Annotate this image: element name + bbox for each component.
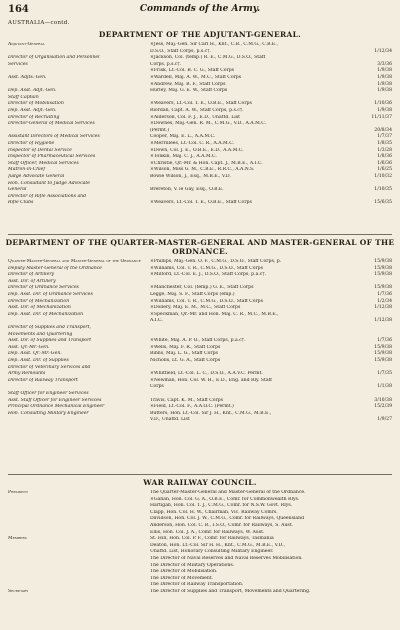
entry-row [8, 266, 392, 272]
officer-name: ⨯Milford, Lt.-Col. E. J., D.S.O., Staff Corps, p.a.c†. [150, 272, 267, 278]
appointment-label: Asst. Dir. of Artillery [8, 278, 56, 284]
appointment-label: Director of Hygiene [8, 141, 55, 146]
appointment-label: Director of Organisation and Personnel [8, 55, 100, 61]
appointment-date: 1/9/38 [377, 75, 392, 80]
appointment-date: 1/10/36 [374, 101, 392, 107]
officer-name: Davidson, Hon. Col. J. W., C.M.G., Comr. for Railways, Queensland [150, 516, 305, 522]
continued-heading: AUSTRALIA—contd. [8, 20, 70, 26]
officer-name: ⨯Andrew, Maj. B. F., Staff Corps [150, 81, 226, 87]
appointment-label: Hon. Consulting Military Engineer [8, 410, 89, 416]
officer-name: Unattd. List, Honorary Consulting Military Engineer. [150, 549, 274, 555]
entry-row [8, 345, 392, 351]
appointment-label: Asst. Dir. of Supplies and Transport [8, 338, 92, 344]
officer-name: Riordan, Capt. A. W., Staff Corps, p.s.c†. [150, 108, 244, 113]
officer-name: ⨯White, Maj. A. P. O., Staff Corps, p.a.c†. [150, 338, 246, 344]
officer-name: Bowie Wilson, J., Esq., M.B.E., V.D. [150, 174, 231, 179]
entry-row [8, 582, 392, 588]
entry-row [8, 285, 392, 291]
entry-row [8, 523, 392, 529]
appointment-date: 15/9/38 [374, 285, 392, 291]
appointment-label: Director of Railway Transport [8, 377, 78, 383]
officer-name: ⨯Christie, Qr.-Mr. & Hon. Capt. J., M.B.E., A.I.C. [150, 160, 263, 166]
officer-name: ⨯Phillips, Maj.-Gen. O. F., C.M.G., D.S.O., Staff Corps, p. [150, 259, 282, 264]
appointment-date: 1/7/36 [377, 292, 392, 297]
entry-row [8, 384, 392, 390]
entry-row [8, 167, 392, 173]
entry-row [8, 88, 392, 94]
entry-row [8, 272, 392, 278]
appointment-label: Hon. Consultant to Judge Advocate [8, 180, 90, 186]
appointment-date: 1/12/34 [374, 48, 392, 54]
entry-row [8, 556, 392, 562]
officer-name: ⨯Weavers, Lt.-Col. T. E., O.B.E., Staff Corps [150, 101, 252, 107]
officer-name: (Permt.) [150, 127, 170, 133]
appointment-label: Asst. Staff Officer for Engineer Services [8, 397, 102, 403]
officer-name: ⨯Williams, Col. T. R., C.M.G., D.S.O., Staff Corps [150, 265, 263, 271]
entry-row [8, 510, 392, 516]
officer-name: ⨯Speckman, Qr.-Mr. and Hon. Maj. C. R., M.C., M.B.E., [150, 311, 279, 317]
entry-row [8, 404, 392, 410]
officer-name: Deaton, Hon. Lt.-Col. Sir H. H., Knt., C.M.G., M.B.E., V.D., [150, 542, 286, 548]
appointment-label: Director of Artillery [8, 272, 55, 278]
appointment-date: 15/6/35 [374, 200, 392, 206]
entry-row [8, 108, 392, 114]
appointment-label: Director of Mechanization [8, 298, 70, 304]
appointment-label: Asst. Qr.-Mr.-Gen. [8, 344, 50, 350]
appointment-date: 1/2/34 [377, 298, 392, 304]
entry-row [8, 365, 392, 371]
appointment-label: Principal Ordnance Mechanical Engineer [8, 404, 105, 410]
entry-row [8, 497, 392, 503]
appointment-label: Director of Rifle Associations and [8, 193, 87, 199]
entry-row [8, 95, 392, 101]
entry-row [8, 391, 392, 397]
entry-row [8, 530, 392, 536]
officer-name: Ellis, Hon. Col. J. A., Comr. for Railways, W. Aust. [150, 529, 265, 535]
officer-name: V.D., Unattd. List [150, 417, 190, 423]
entry-row [8, 279, 392, 285]
appointment-label: Director of Mobilisation [8, 101, 64, 107]
officer-name: ⨯Whitfield, Lt.-Col. L. C., D.S.O., A.A.V.C. Permt. [150, 371, 263, 377]
appointment-date: 1/12/38 [374, 305, 392, 311]
section-title: DEPARTMENT OF THE ADJUTANT-GENERAL. [98, 30, 302, 39]
appointment-date: 3/10/38 [374, 397, 392, 403]
appointment-label: Army Remounts [8, 371, 46, 377]
officer-name: ⨯Williams, Col. T. R., C.M.G., D.S.O., Staff Corps [150, 298, 263, 304]
appointment-label: Director of Veterinary Services and [8, 364, 91, 370]
entry-row [8, 411, 392, 417]
officer-name: ⨯Wilson, Miss G. M., C.B.E., R.R.C., A.A.N.S. [150, 167, 255, 173]
appointment-label: Services [8, 61, 28, 67]
appointment-label: Dep. Asst. Adjt.-Gen. [8, 88, 57, 94]
officer-name: Travis, Capt. K. M., Staff Corps [150, 397, 223, 403]
officer-name: ⨯Gahan, Hon. Col. G. A., O.B.E., Comr. for Commonwealth Rlys. [150, 496, 300, 502]
entry-row [8, 576, 392, 582]
appointment-label: Director-General of Medical Services [8, 121, 95, 127]
officer-name: The Director of Military Operations. [150, 562, 235, 568]
appointment-date: 11/11/37 [371, 114, 392, 120]
appointment-date: 1/1/38 [377, 384, 392, 390]
appointment-date: 15/9/38 [374, 265, 392, 271]
entry-row [8, 305, 392, 311]
appointment-label: Asst. Adjts.-Gen. [8, 75, 47, 80]
entry-row [8, 141, 392, 147]
entry-row [8, 194, 392, 200]
appointment-label: Dep. Asst. Dir. of Supplies [8, 358, 69, 363]
entry-row [8, 42, 392, 48]
appointment-date: 15/9/38 [374, 358, 392, 363]
entry-row [8, 312, 392, 318]
appointment-label: Asst. Dir. of Mechanization [8, 305, 71, 311]
appointment-date: 1/6/25 [377, 167, 392, 173]
entry-row [8, 134, 392, 140]
officer-name: Nicholls, Lt. G. A., Staff Corps [150, 358, 221, 363]
entry-row [8, 378, 392, 384]
appointment-date: 15/9/38 [374, 272, 392, 278]
entry-row [8, 187, 392, 193]
officer-name: The Director of Movement. [150, 575, 214, 581]
entry-row [8, 318, 392, 324]
appointment-date: 1/7/35 [377, 371, 392, 377]
officer-name: Corps, p.s.c†. [150, 61, 182, 67]
officer-name: ⨯Field, Lt.-Col. F., A.A.O.C. (Permt.) [150, 404, 234, 410]
entry-row [8, 490, 392, 496]
appointment-label: President [8, 490, 29, 495]
appointment-date: 1/8/36 [377, 154, 392, 160]
entry-row [8, 589, 392, 595]
officer-name: ⨯Jess, Maj.-Gen. Sir Carl H., Knt., C.B., C.M.G., C.B.E., [150, 42, 279, 47]
entry-row [8, 563, 392, 569]
appointment-date: 15/9/38 [374, 259, 392, 264]
running-header [8, 4, 392, 18]
entry-row [8, 398, 392, 404]
appointment-label: Dep. Asst. Dir. of Mechanization [8, 311, 84, 317]
entry-row [8, 82, 392, 88]
officer-name: The Quarter-Master-General and Master-General of the Ordnance. [150, 490, 306, 495]
officer-name: St. Hill, Hon. Col. P. F., Comr. for Railways, Tasmania [150, 536, 274, 542]
officer-name: ⨯Alderson, Col. F. J., E.D., Unattd. List [150, 114, 240, 120]
officer-name: Anderson, Hon. Col. C. B., I.S.O., Comr. for Railways, S. Aust. [150, 523, 294, 528]
officer-name: ⨯Newman, Hon. Col. W. H., E.D., Eng. and Rly. Staff [150, 377, 272, 383]
appointment-date: 1/12/38 [374, 318, 392, 324]
entry-row [8, 503, 392, 509]
entry-row [8, 101, 392, 107]
appointment-label: Staff Officer, Medical Services [8, 160, 79, 166]
appointment-label: Dep. Asst. Qr.-Mr.-Gen. [8, 351, 62, 357]
officer-name: D.S.O., Staff Corps, p.s.c†. [150, 48, 211, 54]
appointment-label: Staff Officer for Engineer Services [8, 391, 89, 396]
appointment-label: Members [8, 536, 27, 542]
officer-name: Corps [150, 384, 164, 390]
appointment-date: 1/10/32 [374, 174, 392, 179]
appointment-label: Assistant Directors of Medical Services [8, 134, 100, 140]
officer-name: The Director of Naval Reserves and Naval Reserves Mobilisation. [150, 556, 303, 561]
appointment-date: 1/8/35 [377, 141, 392, 146]
officer-name: ⨯Down, Col. J. E., O.B.E., E.D., A.A.M.C. [150, 147, 244, 153]
appointment-label: Movements and Quartering [8, 331, 73, 337]
appointment-label: Dep. Asst. Adjt.-Gen. [8, 108, 57, 113]
officer-name: Legge, Maj. S. F., Staff Corps (emp.) [150, 292, 235, 297]
officer-name: Brereton, V. le Gay, Esq., O.B.E. [150, 187, 224, 193]
appointment-date: 15/9/38 [374, 351, 392, 357]
entry-row [8, 358, 392, 364]
officer-name: ⨯Weavers, Lt.-Col. T. E., O.B.E., Staff Corps [150, 200, 252, 206]
appointment-date: 1/9/38 [377, 68, 392, 74]
officer-name: A.I.C. [150, 318, 163, 324]
appointment-date: 1/10/35 [374, 187, 392, 193]
officer-name: ⨯Tonkin, Maj. C. J., A.A.M.C. [150, 154, 217, 160]
appointment-label: Quarter-Master-General and Master-General of the Ordnance [8, 259, 141, 264]
entry-row [8, 174, 392, 180]
appointment-label: Director of Ordnance Services [8, 285, 79, 291]
entry-row [8, 325, 392, 331]
entry-row [8, 292, 392, 298]
appointment-date: 1/6/36 [377, 160, 392, 166]
section-title: DEPARTMENT OF THE QUARTER-MASTER-GENERAL AND MASTER-GENERAL OF THE ORDNANCE. [5, 238, 395, 256]
appointment-label: General [8, 187, 27, 193]
officer-name: ⨯Dollery, Maj. E. M., M.C., Staff Corps [150, 305, 241, 311]
section-divider [8, 474, 392, 475]
appointment-date: 15/2/39 [374, 404, 392, 410]
officer-name: Hartigan, Hon. Col. T. J., C.M.G., Comr. for N.S.W. Govt. Rlys. [150, 503, 293, 509]
officer-name: The Director of Mobilisation. [150, 569, 218, 575]
entry-row [8, 417, 392, 423]
entry-row [8, 115, 392, 121]
officer-name: ⨯Jackson, Col. (temp.) R. E., C.M.G., D.S.O., Staff [150, 55, 266, 61]
officer-name: Hurley, Maj. G. E. W., Staff Corps [150, 88, 228, 94]
entry-row [8, 121, 392, 127]
appointment-label: Director of Recruiting [8, 114, 60, 120]
appointment-date: 1/9/38 [377, 108, 392, 113]
appointment-label: Director of Supplies and Transport, [8, 325, 91, 330]
appointment-date: 3/3/36 [377, 61, 392, 67]
officer-name: ⨯Wells, Maj. F. R., Staff Corps [150, 344, 221, 350]
entry-row [8, 181, 392, 187]
entry-row [8, 549, 392, 555]
officer-name: Butters, Hon. Lt.-Col. Sir J. H., Knt., C.M.G., M.B.E., [150, 410, 272, 416]
page-number: 164 [8, 4, 29, 15]
entry-row [8, 543, 392, 549]
officer-name: Cooper, Maj. E. L., A.A.M.C. [150, 134, 216, 140]
appointment-date: 1/9/27 [377, 417, 392, 423]
officer-name: Clapp, Hon. Col. H. W., Chairman, Vic. Railway Comrs. [150, 509, 278, 515]
entry-row [8, 62, 392, 68]
entry-row [8, 161, 392, 167]
entry-row [8, 259, 392, 265]
officer-name: ⨯Manchester, Col. (temp.) G. E., Staff Corps [150, 285, 254, 291]
appointment-label: Judge Advocate General [8, 174, 65, 179]
appointment-label: Inspector of Pharmaceutical Services [8, 154, 96, 160]
officer-name: ⨯Wardell, Maj. A. W., M.C., Staff Corps [150, 75, 242, 80]
appointment-date: 20/8/34 [374, 127, 392, 133]
appointment-label: Matron-in-Chief [8, 167, 46, 173]
entry-row [8, 128, 392, 134]
entry-row [8, 338, 392, 344]
officer-name: The Director of Railway Transportation. [150, 582, 244, 588]
appointment-label: Rifle Clubs [8, 200, 34, 206]
officer-name: Binns, Maj. L. G., Staff Corps [150, 351, 218, 357]
officer-name: The Director of Supplies and Transport, Movements and Quartering. [150, 589, 311, 594]
appointment-date: 1/9/38 [377, 88, 392, 94]
appointment-label: Staff Captain [8, 94, 39, 100]
entry-row [8, 332, 392, 338]
entry-row [8, 516, 392, 522]
appointment-date: 1/7/36 [377, 338, 392, 344]
appointment-label: Dep. Asst. Dir. of Ordnance Services [8, 292, 93, 297]
entry-row [8, 351, 392, 357]
appointment-label: Secretary [8, 589, 29, 594]
appointment-date: 1/3/28 [377, 147, 392, 153]
entry-row [8, 49, 392, 55]
entry-row [8, 371, 392, 377]
entry-row [8, 569, 392, 575]
appointment-date: 1/9/38 [377, 81, 392, 87]
entry-row [8, 148, 392, 154]
section-title: WAR RAILWAY COUNCIL. [143, 478, 257, 487]
entry-row [8, 75, 392, 81]
officer-name: ⨯Downes, Maj.-Gen. R. M., C.M.G., V.D., A.A.M.C. [150, 121, 267, 127]
entry-row [8, 154, 392, 160]
running-title: Commands of the Army. [139, 4, 261, 14]
officer-name: ⨯Merrillees, Lt.-Col. C. R., A.A.M.C. [150, 141, 235, 146]
appointment-label: Adjutant-General [8, 42, 45, 47]
appointment-date: 15/9/38 [374, 344, 392, 350]
appointment-label: Deputy Master-General of the Ordnance [8, 265, 103, 271]
appointment-label: Inspector of Dental Service [8, 147, 72, 153]
entry-row [8, 299, 392, 305]
section-divider [8, 234, 392, 235]
entry-row [8, 68, 392, 74]
appointment-date: 1/7/37 [377, 134, 392, 140]
officer-name: ⨯Frisk, Lt.-Col. B. C. G., Staff Corps [150, 68, 235, 74]
entry-row [8, 55, 392, 61]
entry-row [8, 200, 392, 206]
entry-row [8, 536, 392, 542]
